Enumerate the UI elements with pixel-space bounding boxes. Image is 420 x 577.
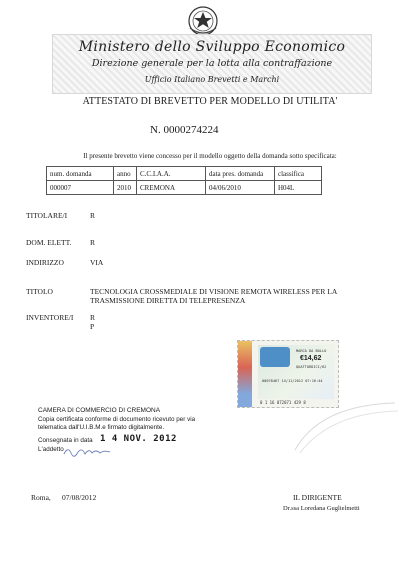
delivered-date-stamp: 1 4 NOV. 2012: [100, 434, 177, 444]
directorate-name: Direzione generale per la lotta alla contraffazione: [91, 58, 333, 69]
clerk-label: L'addetto: [38, 446, 64, 453]
stamp-amount-words: QUATTORDICI/62: [296, 365, 327, 369]
dom-elett-label: DOM. ELETT.: [26, 238, 72, 247]
stamp-barcode-number: 0 1 16 072071 429 8: [260, 400, 306, 405]
table-header-cell: data pres. domanda: [206, 167, 275, 181]
table-header-row: [47, 167, 322, 181]
inventore-value-2: P: [90, 322, 95, 331]
clerk-signature-icon: [62, 444, 112, 458]
ministry-header: [52, 34, 372, 94]
table-header-cell: C.C.I.A.A.: [137, 167, 206, 181]
titolare-value: R: [90, 211, 96, 220]
place-and-date: Roma, 07/08/2012: [31, 493, 97, 502]
director-title: IL DIRIGENTE: [293, 493, 342, 502]
intro-text: Il presente brevetto viene concesso per il modello oggetto della domanda sotto specificata:: [83, 152, 337, 160]
ministry-name: Ministero dello Sviluppo Economico: [78, 39, 346, 55]
stamp-hologram-strip: [238, 341, 252, 407]
document-title: ATTESTATO DI BREVETTO PER MODELLO DI UTILITA': [82, 96, 338, 107]
inventore-label: INVENTORE/I: [26, 313, 74, 322]
table-header-cell: classifica: [275, 167, 322, 181]
chamber-title: CAMERA DI COMMERCIO DI CREMONA: [38, 407, 161, 414]
titolo-label: TITOLO: [26, 287, 53, 296]
indirizzo-value: VIA: [90, 258, 104, 267]
stamp-serial: 00078467 14/11/2012 07:16:44: [262, 379, 323, 383]
inventore-value-1: R: [90, 313, 96, 322]
office-name: Ufficio Italiano Brevetti e Marchi: [144, 75, 280, 84]
table-header-cell: anno: [114, 167, 137, 181]
stamp-heading: MARCA DA BOLLO: [296, 349, 327, 353]
director-name: Dr.ssa Loredana Guglielmetti: [283, 505, 360, 512]
table-cell: 04/06/2010: [206, 181, 275, 195]
faint-seal-mark: [290, 395, 400, 455]
table-header-cell: num. domanda: [47, 167, 114, 181]
delivered-label: Consegnata in data: [38, 437, 93, 444]
dom-elett-value: R: [90, 238, 96, 247]
republic-emblem-icon: [184, 4, 222, 38]
table-row: [47, 181, 322, 195]
table-cell: 2010: [114, 181, 137, 195]
stamp-logo-icon: [260, 347, 290, 367]
stamp-amount: €14,62: [300, 355, 322, 362]
table-cell: H04L: [275, 181, 322, 195]
certification-text: Copia certificata conforme di documento ricevuto per via telematica dall'U.I.B.M.e firmato digitalmente.: [38, 416, 196, 431]
titolo-value: TECNOLOGIA CROSSMEDIALE DI VISIONE REMOTA WIRELESS PER LA TRASMISSIONE DIRETTA DI TELEPRESENZA: [90, 287, 337, 305]
titolare-label: TITOLARE/I: [26, 211, 68, 220]
indirizzo-label: INDIRIZZO: [26, 258, 64, 267]
table-cell: 000007: [47, 181, 114, 195]
table-cell: CREMONA: [137, 181, 206, 195]
application-table: [46, 166, 322, 195]
patent-number: N. 0000274224: [150, 124, 219, 136]
